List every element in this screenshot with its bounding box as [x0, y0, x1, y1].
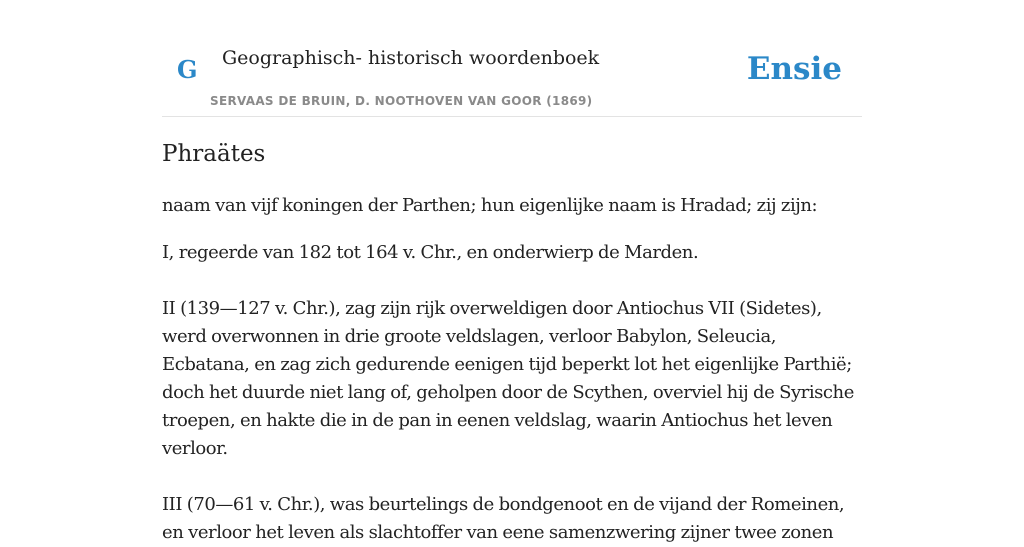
book-authors: SERVAAS DE BRUIN, D. NOOTHOVEN VAN GOOR (1869) [210, 94, 593, 108]
ensie-logo[interactable]: Ensie [746, 51, 842, 87]
book-logo-icon[interactable]: G [177, 55, 198, 84]
entry-paragraph: III (70—61 v. Chr.), was beurtelings de bondgenoot en de vijand der Romeinen, en verloor het leven als slachtoffer van eene samenzwering zijner twee zonen [162, 494, 845, 543]
entry-paragraph: II (139—127 v. Chr.), zag zijn rijk overweldigen door Antiochus VII (Sidetes), werd overwonnen in drie groote veldslagen, verloor Babylon, Seleucia, Ecbatana, en zag zich gedurende eenigen tijd beperkt lot het eigenlijke Parthië; doch het duurde niet lang of, geholpen door de Scythen, overviel hij de Syrische troepen, en hakte die in de pan in eenen veldslag, waarin Antiochus het leven verloor. [162, 298, 854, 459]
entry-paragraph: naam van vijf koningen der Parthen; hun eigenlijke naam is Hradad; zij zijn: [162, 195, 818, 216]
entry-content [162, 138, 862, 547]
entry-paragraph: I, regeerde van 182 tot 164 v. Chr., en onderwierp de Marden. [162, 242, 699, 263]
entry-title: Phraätes [162, 141, 266, 167]
site-header [162, 0, 862, 117]
book-title[interactable]: Geographisch- historisch woordenboek [222, 47, 600, 69]
